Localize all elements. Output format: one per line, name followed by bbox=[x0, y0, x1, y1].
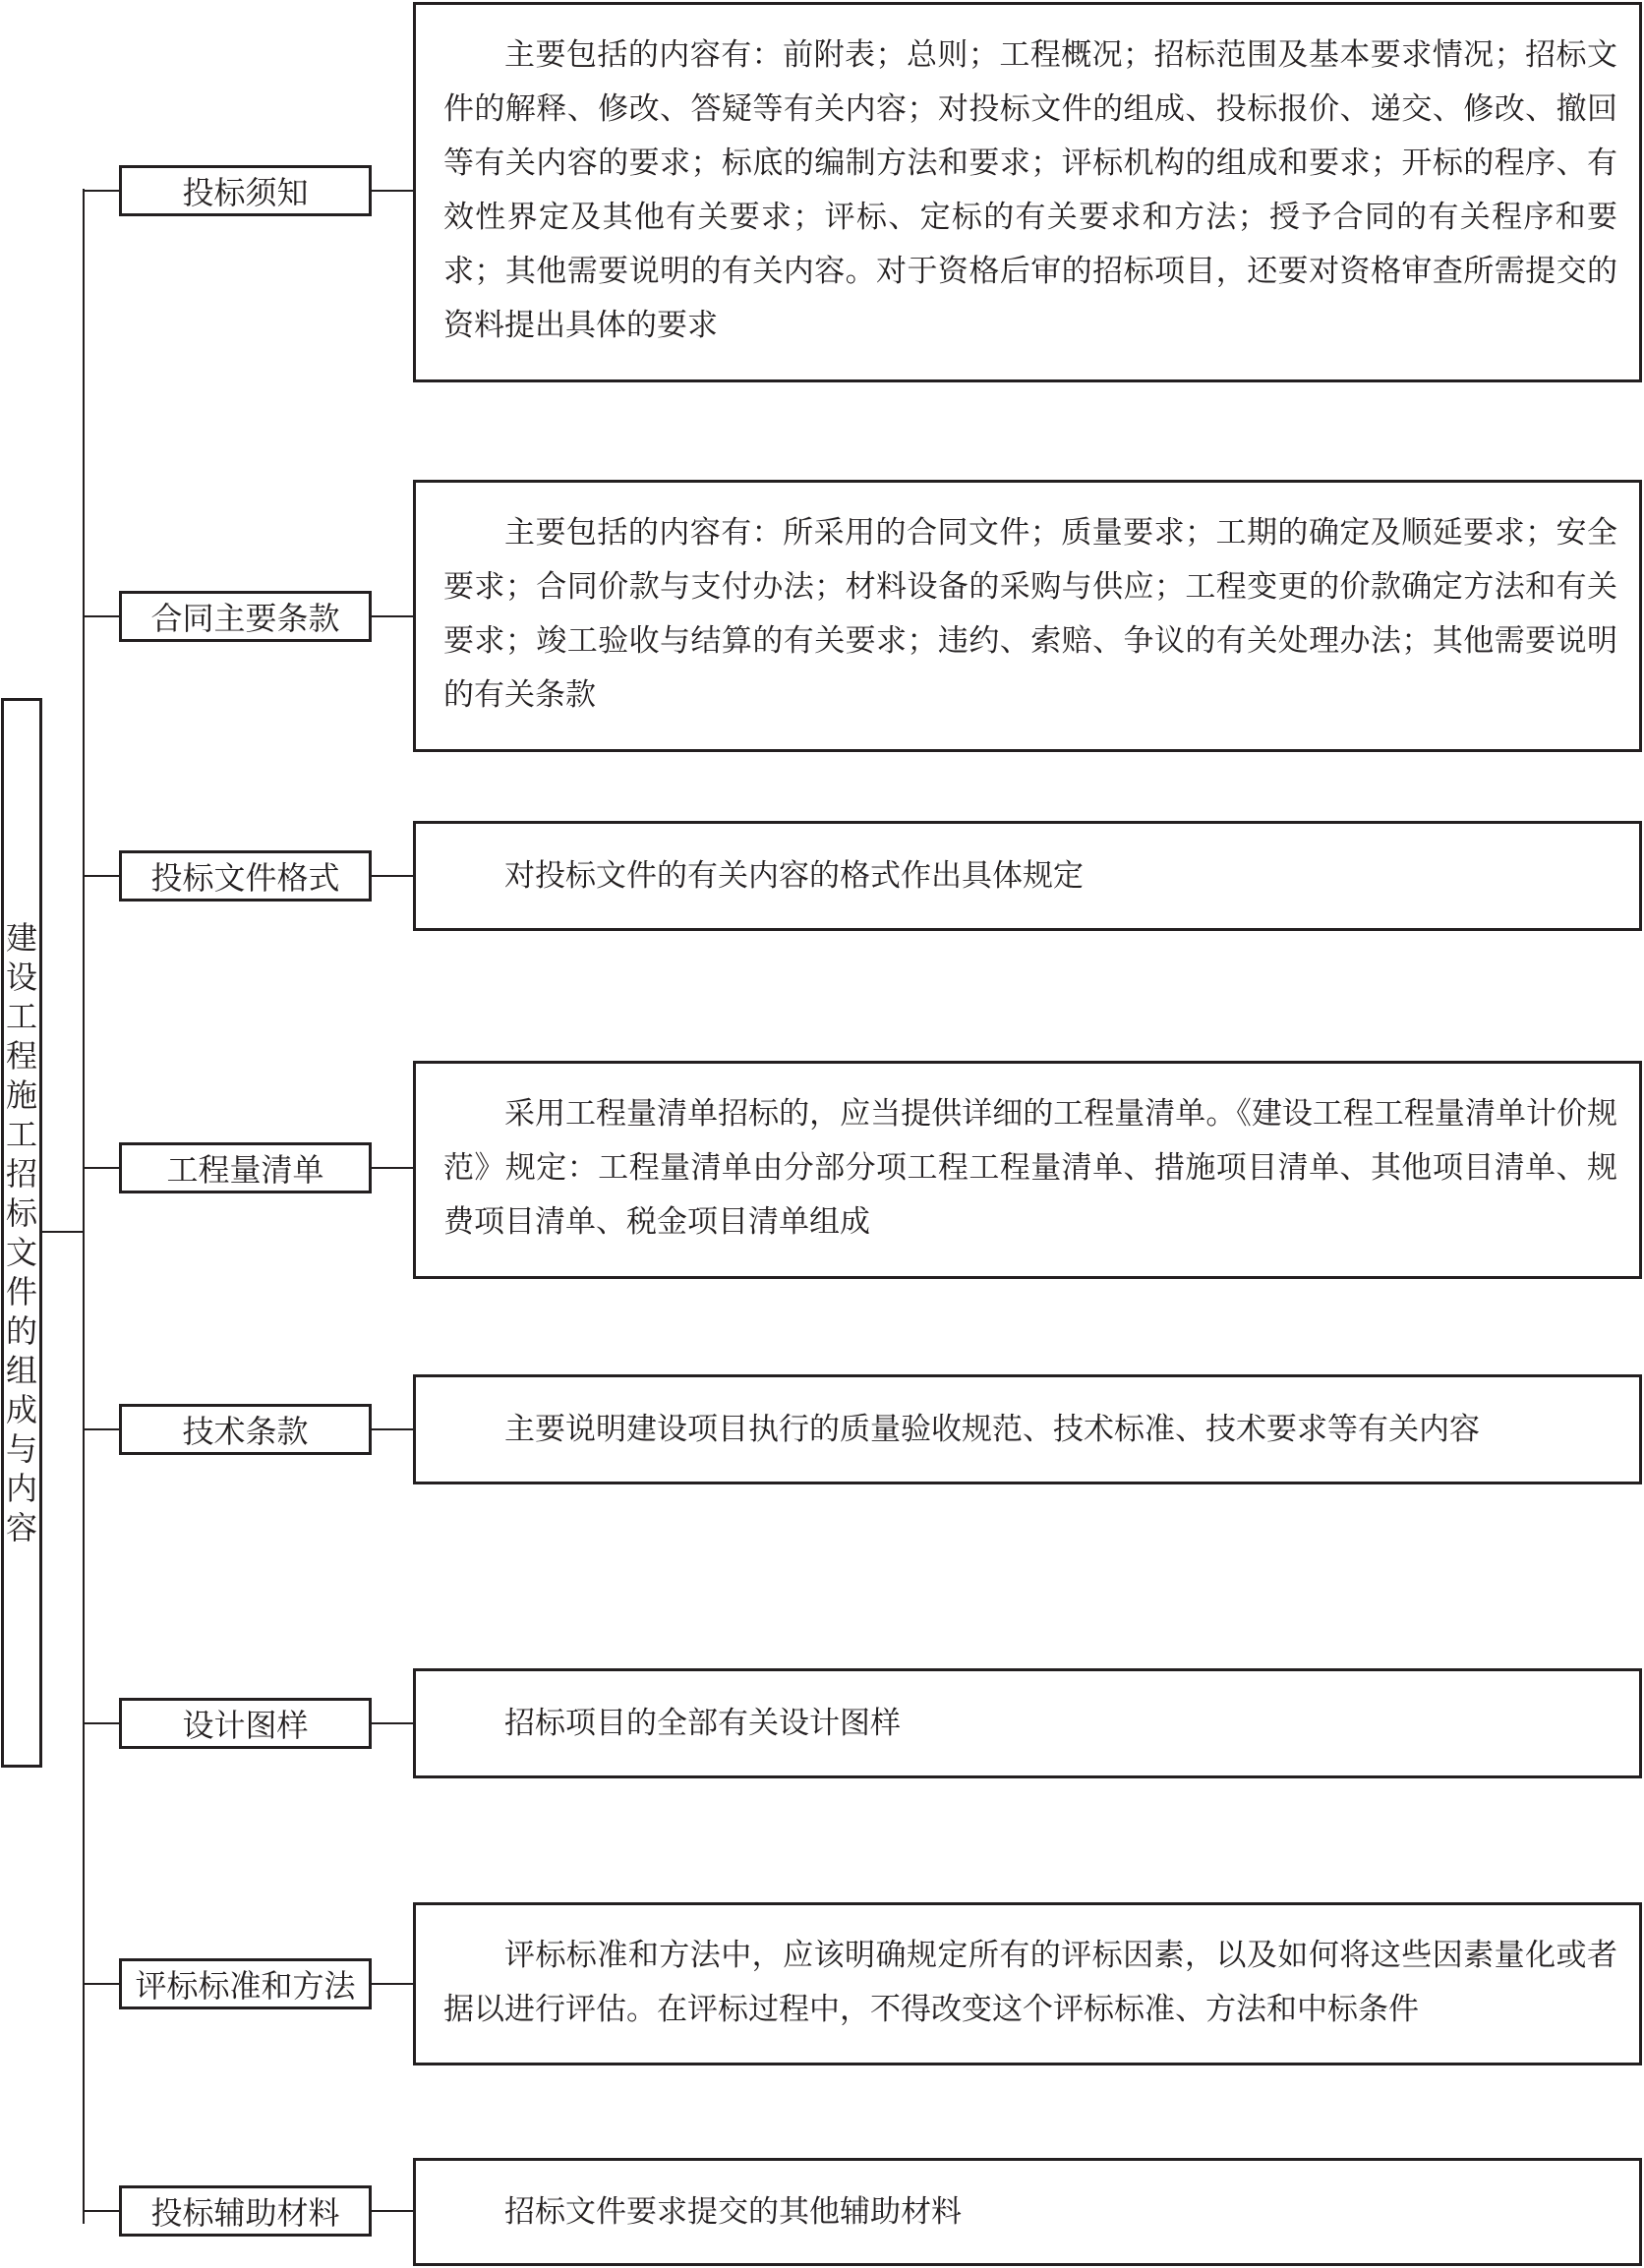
root-title-char: 工 bbox=[5, 1116, 37, 1153]
branch-label: 投标辅助材料 bbox=[119, 2185, 372, 2237]
root-connector bbox=[42, 1231, 84, 1233]
branch-label: 合同主要条款 bbox=[119, 591, 372, 642]
branch-label: 评标标准和方法 bbox=[119, 1958, 372, 2009]
content-connector bbox=[372, 615, 413, 617]
branch-connector bbox=[83, 615, 119, 617]
content-text: 招标文件要求提交的其他辅助材料 bbox=[504, 2193, 962, 2230]
branch-connector bbox=[83, 1167, 119, 1169]
root-title-char: 标 bbox=[5, 1194, 37, 1232]
branch-content bbox=[413, 1668, 1642, 1778]
root-title-char: 设 bbox=[5, 959, 37, 996]
content-text: 招标项目的全部有关设计图样 bbox=[504, 1705, 901, 1741]
branch-label: 投标须知 bbox=[119, 165, 372, 216]
root-title-char: 文 bbox=[5, 1234, 37, 1271]
branch-content bbox=[413, 1902, 1642, 2065]
root-title-char: 程 bbox=[5, 1037, 37, 1075]
root-title-char: 建 bbox=[5, 919, 37, 957]
branch-content bbox=[413, 1061, 1642, 1279]
branch-label: 工程量清单 bbox=[119, 1142, 372, 1193]
root-title-char: 成 bbox=[5, 1391, 37, 1428]
root-title-char: 件 bbox=[5, 1273, 37, 1310]
root-title-char: 内 bbox=[5, 1470, 37, 1507]
root-title-char: 组 bbox=[5, 1352, 37, 1389]
root-title-char: 施 bbox=[5, 1076, 37, 1114]
content-text: 评标标准和方法中，应该明确规定所有的评标因素，以及如何将这些因素量化或者据以进行评估。在评标过程中，不得改变这个评标标准、方法和中标条件 bbox=[443, 1938, 1617, 2027]
branch-content bbox=[413, 821, 1642, 931]
branch-label: 投标文件格式 bbox=[119, 850, 372, 901]
branch-label: 设计图样 bbox=[119, 1698, 372, 1749]
content-text: 采用工程量清单招标的，应当提供详细的工程量清单。《建设工程工程量清单计价规范》规定：工程量清单由分部分项工程工程量清单、措施项目清单、其他项目清单、规费项目清单、税金项目清单组成 bbox=[443, 1096, 1617, 1240]
root-title-char: 容 bbox=[5, 1509, 37, 1546]
root-node bbox=[1, 698, 42, 1768]
content-connector bbox=[372, 1167, 413, 1169]
root-title-char: 的 bbox=[5, 1312, 37, 1350]
branch-connector bbox=[83, 875, 119, 877]
branch-connector bbox=[83, 1722, 119, 1724]
branch-connector bbox=[83, 1983, 119, 1985]
content-text: 主要说明建设项目执行的质量验收规范、技术标准、技术要求等有关内容 bbox=[504, 1411, 1480, 1447]
content-text: 对投标文件的有关内容的格式作出具体规定 bbox=[504, 857, 1084, 894]
root-title-char: 招 bbox=[5, 1155, 37, 1192]
content-text: 主要包括的内容有：前附表；总则；工程概况；招标范围及基本要求情况；招标文件的解释、修改、答疑等有关内容；对投标文件的组成、投标报价、递交、修改、撤回等有关内容的要求；标底的编制方法和要求；评标机构的组成和要求；开标的程序、有效性界定及其他有关要求；评标、定标的有关要求和方法；授予合同的有关程序和要求；其他需要说明的有关内容。对于资格后审的招标项目，还要对资格审查所需提交的资料提出具体的要求 bbox=[443, 37, 1617, 343]
content-connector bbox=[372, 2210, 413, 2212]
content-connector bbox=[372, 875, 413, 877]
branch-content bbox=[413, 2, 1642, 382]
branch-content bbox=[413, 480, 1642, 752]
trunk-line bbox=[83, 189, 85, 2224]
content-text: 主要包括的内容有：所采用的合同文件；质量要求；工期的确定及顺延要求；安全要求；合同价款与支付办法；材料设备的采购与供应；工程变更的价款确定方法和有关要求；竣工验收与结算的有关要求；违约、索赔、争议的有关处理办法；其他需要说明的有关条款 bbox=[443, 515, 1617, 713]
content-connector bbox=[372, 1722, 413, 1724]
root-title-char: 工 bbox=[5, 998, 37, 1035]
content-connector bbox=[372, 1428, 413, 1430]
branch-label: 技术条款 bbox=[119, 1404, 372, 1455]
root-title-char: 与 bbox=[5, 1430, 37, 1468]
content-connector bbox=[372, 1983, 413, 1985]
branch-connector bbox=[83, 2210, 119, 2212]
branch-content bbox=[413, 1374, 1642, 1484]
branch-content bbox=[413, 2158, 1642, 2266]
branch-connector bbox=[83, 190, 119, 192]
content-connector bbox=[372, 190, 413, 192]
branch-connector bbox=[83, 1428, 119, 1430]
